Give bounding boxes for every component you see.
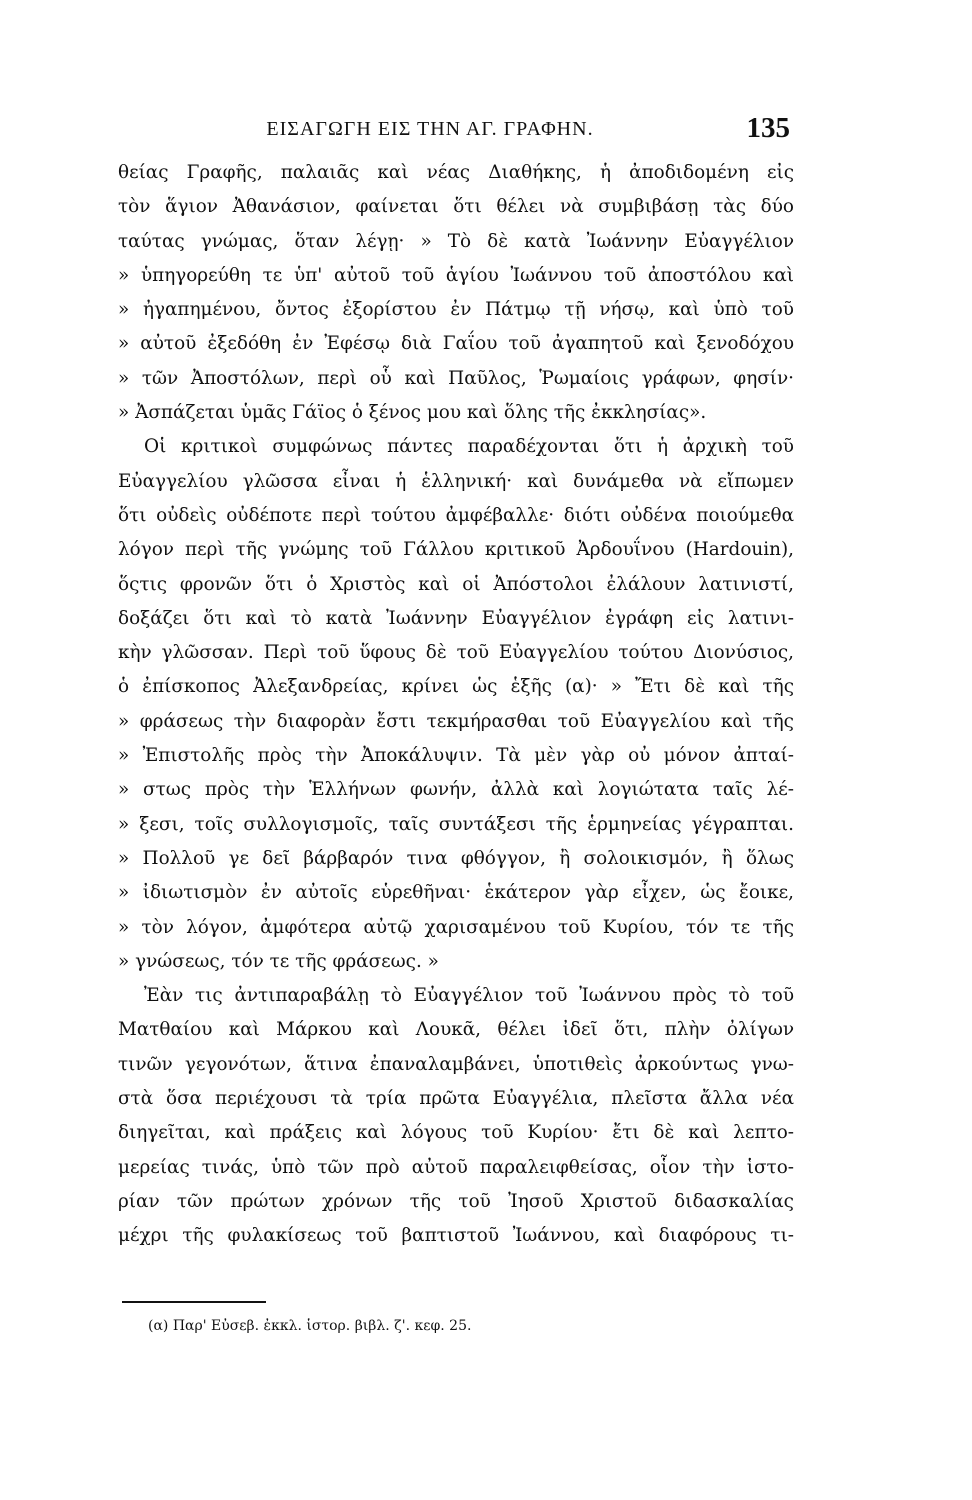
footnote-divider [122,1301,266,1303]
text-line: θείας Γραφῆς, παλαιᾶς καὶ νέας Διαθήκης, ἡ ἀποδιδομένη εἰς [118,162,794,183]
text-line: » Ἐπιστολῆς πρὸς τὴν Ἀποκάλυψιν. Τὰ μὲν γὰρ οὐ μόνον ἀπταί- [118,745,794,767]
text-line: » γνώσεως, τόν τε τῆς φράσεως. » [118,950,439,972]
text-line: μερείας τινάς, ὑπὸ τῶν πρὸ αὐτοῦ παραλειφθείσας, οἷον τὴν ἱστο- [118,1156,794,1178]
text-line: » τῶν Ἀποστόλων, περὶ οὗ καὶ Παῦλος, Ῥωμαίοις γράφων, φησίν· [118,367,794,389]
text-line: Εὐαγγελίου γλῶσσα εἶναι ἡ ἑλληνική· καὶ δυνάμεθα νὰ εἴπωμεν [118,470,794,492]
text-line: στὰ ὅσα περιέχουσι τὰ τρία πρῶτα Εὐαγγέλια, πλεῖστα ἄλλα νέα [118,1088,794,1110]
text-line: ὁ ἐπίσκοπος Ἀλεξανδρείας, κρίνει ὡς ἑξῆς (α)· » Ἔτι δὲ καὶ τῆς [118,676,794,698]
text-line: τινῶν γεγονότων, ἅτινα ἐπαναλαμβάνει, ὑποτιθεὶς ἀρκούντως γνω- [118,1053,794,1075]
text-line: ρίαν τῶν πρώτων χρόνων τῆς τοῦ Ἰησοῦ Χριστοῦ διδασκαλίας [118,1190,794,1212]
text-line: δοξάζει ὅτι καὶ τὸ κατὰ Ἰωάννην Εὐαγγέλιον ἐγράφη εἰς λατινι- [118,607,794,629]
text-line: » Πολλοῦ γε δεῖ βάρβαρόν τινα φθόγγον, ἢ σολοικισμόν, ἢ ὅλως [118,847,794,869]
text-line: » ἠγαπημένου, ὄντος ἐξορίστου ἐν Πάτμῳ τῇ νήσῳ, καὶ ὑπὸ τοῦ [118,299,794,321]
text-line: » ὑπηγορεύθη τε ὑπ' αὐτοῦ τοῦ ἁγίου Ἰωάννου τοῦ ἀποστόλου καὶ [118,264,794,286]
text-line: τὸν ἅγιον Ἀθανάσιον, φαίνεται ὅτι θέλει νὰ συμβιβάσῃ τὰς δύο [118,196,794,218]
text-line: ὅτι οὐδεὶς οὐδέποτε περὶ τούτου ἀμφέβαλλε· διότι οὐδένα ποιούμεθα [118,504,794,526]
text-line: » φράσεως τὴν διαφορὰν ἔστι τεκμήρασθαι τοῦ Εὐαγγελίου καὶ τῆς [118,710,794,732]
text-line: λόγον περὶ τῆς γνώμης τοῦ Γάλλου κριτικοῦ Ἀρδουΐνου (Hardouin), [118,539,794,561]
text-line: Οἱ κριτικοὶ συμφώνως πάντες παραδέχονται ὅτι ἡ ἀρχικὴ τοῦ [144,436,794,458]
running-title: ΕΙΣΑΓΩΓΗ ΕΙΣ ΤΗΝ ΑΓ. ΓΡΑΦΗΝ. [266,118,594,140]
text-line: » ἰδιωτισμὸν ἐν αὐτοῖς εὑρεθῆναι· ἑκάτερον γὰρ εἶχεν, ὡς ἔοικε, [118,882,794,904]
footnote: (α) Παρ' Εὐσεβ. ἐκκλ. ἱστορ. βιβλ. ζ'. κεφ. 25. [148,1318,472,1334]
text-line: ὅςτις φρονῶν ὅτι ὁ Χριστὸς καὶ οἱ Ἀπόστολοι ἐλάλουν λατινιστί, [118,573,794,595]
text-line: Ματθαίου καὶ Μάρκου καὶ Λουκᾶ, θέλει ἰδεῖ ὅτι, πλὴν ὀλίγων [118,1019,794,1041]
text-line: κὴν γλῶσσαν. Περὶ τοῦ ὕφους δὲ τοῦ Εὐαγγελίου τούτου Διονύσιος, [118,642,794,664]
text-line: διηγεῖται, καὶ πράξεις καὶ λόγους τοῦ Κυρίου· ἔτι δὲ καὶ λεπτο- [118,1122,794,1144]
text-line: » Ἀσπάζεται ὑμᾶς Γάϊος ὁ ξένος μου καὶ ὅλης τῆς ἐκκλησίας». [118,402,707,424]
body-text [118,156,794,1254]
text-line: ταύτας γνώμας, ὅταν λέγῃ· » Τὸ δὲ κατὰ Ἰωάννην Εὐαγγέλιον [118,230,794,252]
text-line: μέχρι τῆς φυλακίσεως τοῦ βαπτιστοῦ Ἰωάννου, καὶ διαφόρους τι- [118,1225,794,1247]
text-line: » τὸν λόγον, ἀμφότερα αὐτῷ χαρισαμένου τοῦ Κυρίου, τόν τε τῆς [118,916,794,938]
text-line: Ἐὰν τις ἀντιπαραβάλῃ τὸ Εὐαγγέλιον τοῦ Ἰωάννου πρὸς τὸ τοῦ [144,985,794,1007]
page-number: 135 [746,112,790,144]
text-line: » στως πρὸς τὴν Ἑλλήνων φωνήν, ἀλλὰ καὶ λογιώτατα ταῖς λέ- [118,779,794,801]
text-line: » αὐτοῦ ἐξεδόθη ἐν Ἐφέσῳ διὰ Γαΐου τοῦ ἀγαπητοῦ καὶ ξενοδόχου [118,333,794,355]
text-line: » ξεσι, τοῖς συλλογισμοῖς, ταῖς συντάξεσι τῆς ἑρμηνείας γέγραπται. [118,813,794,835]
running-head [130,112,790,152]
